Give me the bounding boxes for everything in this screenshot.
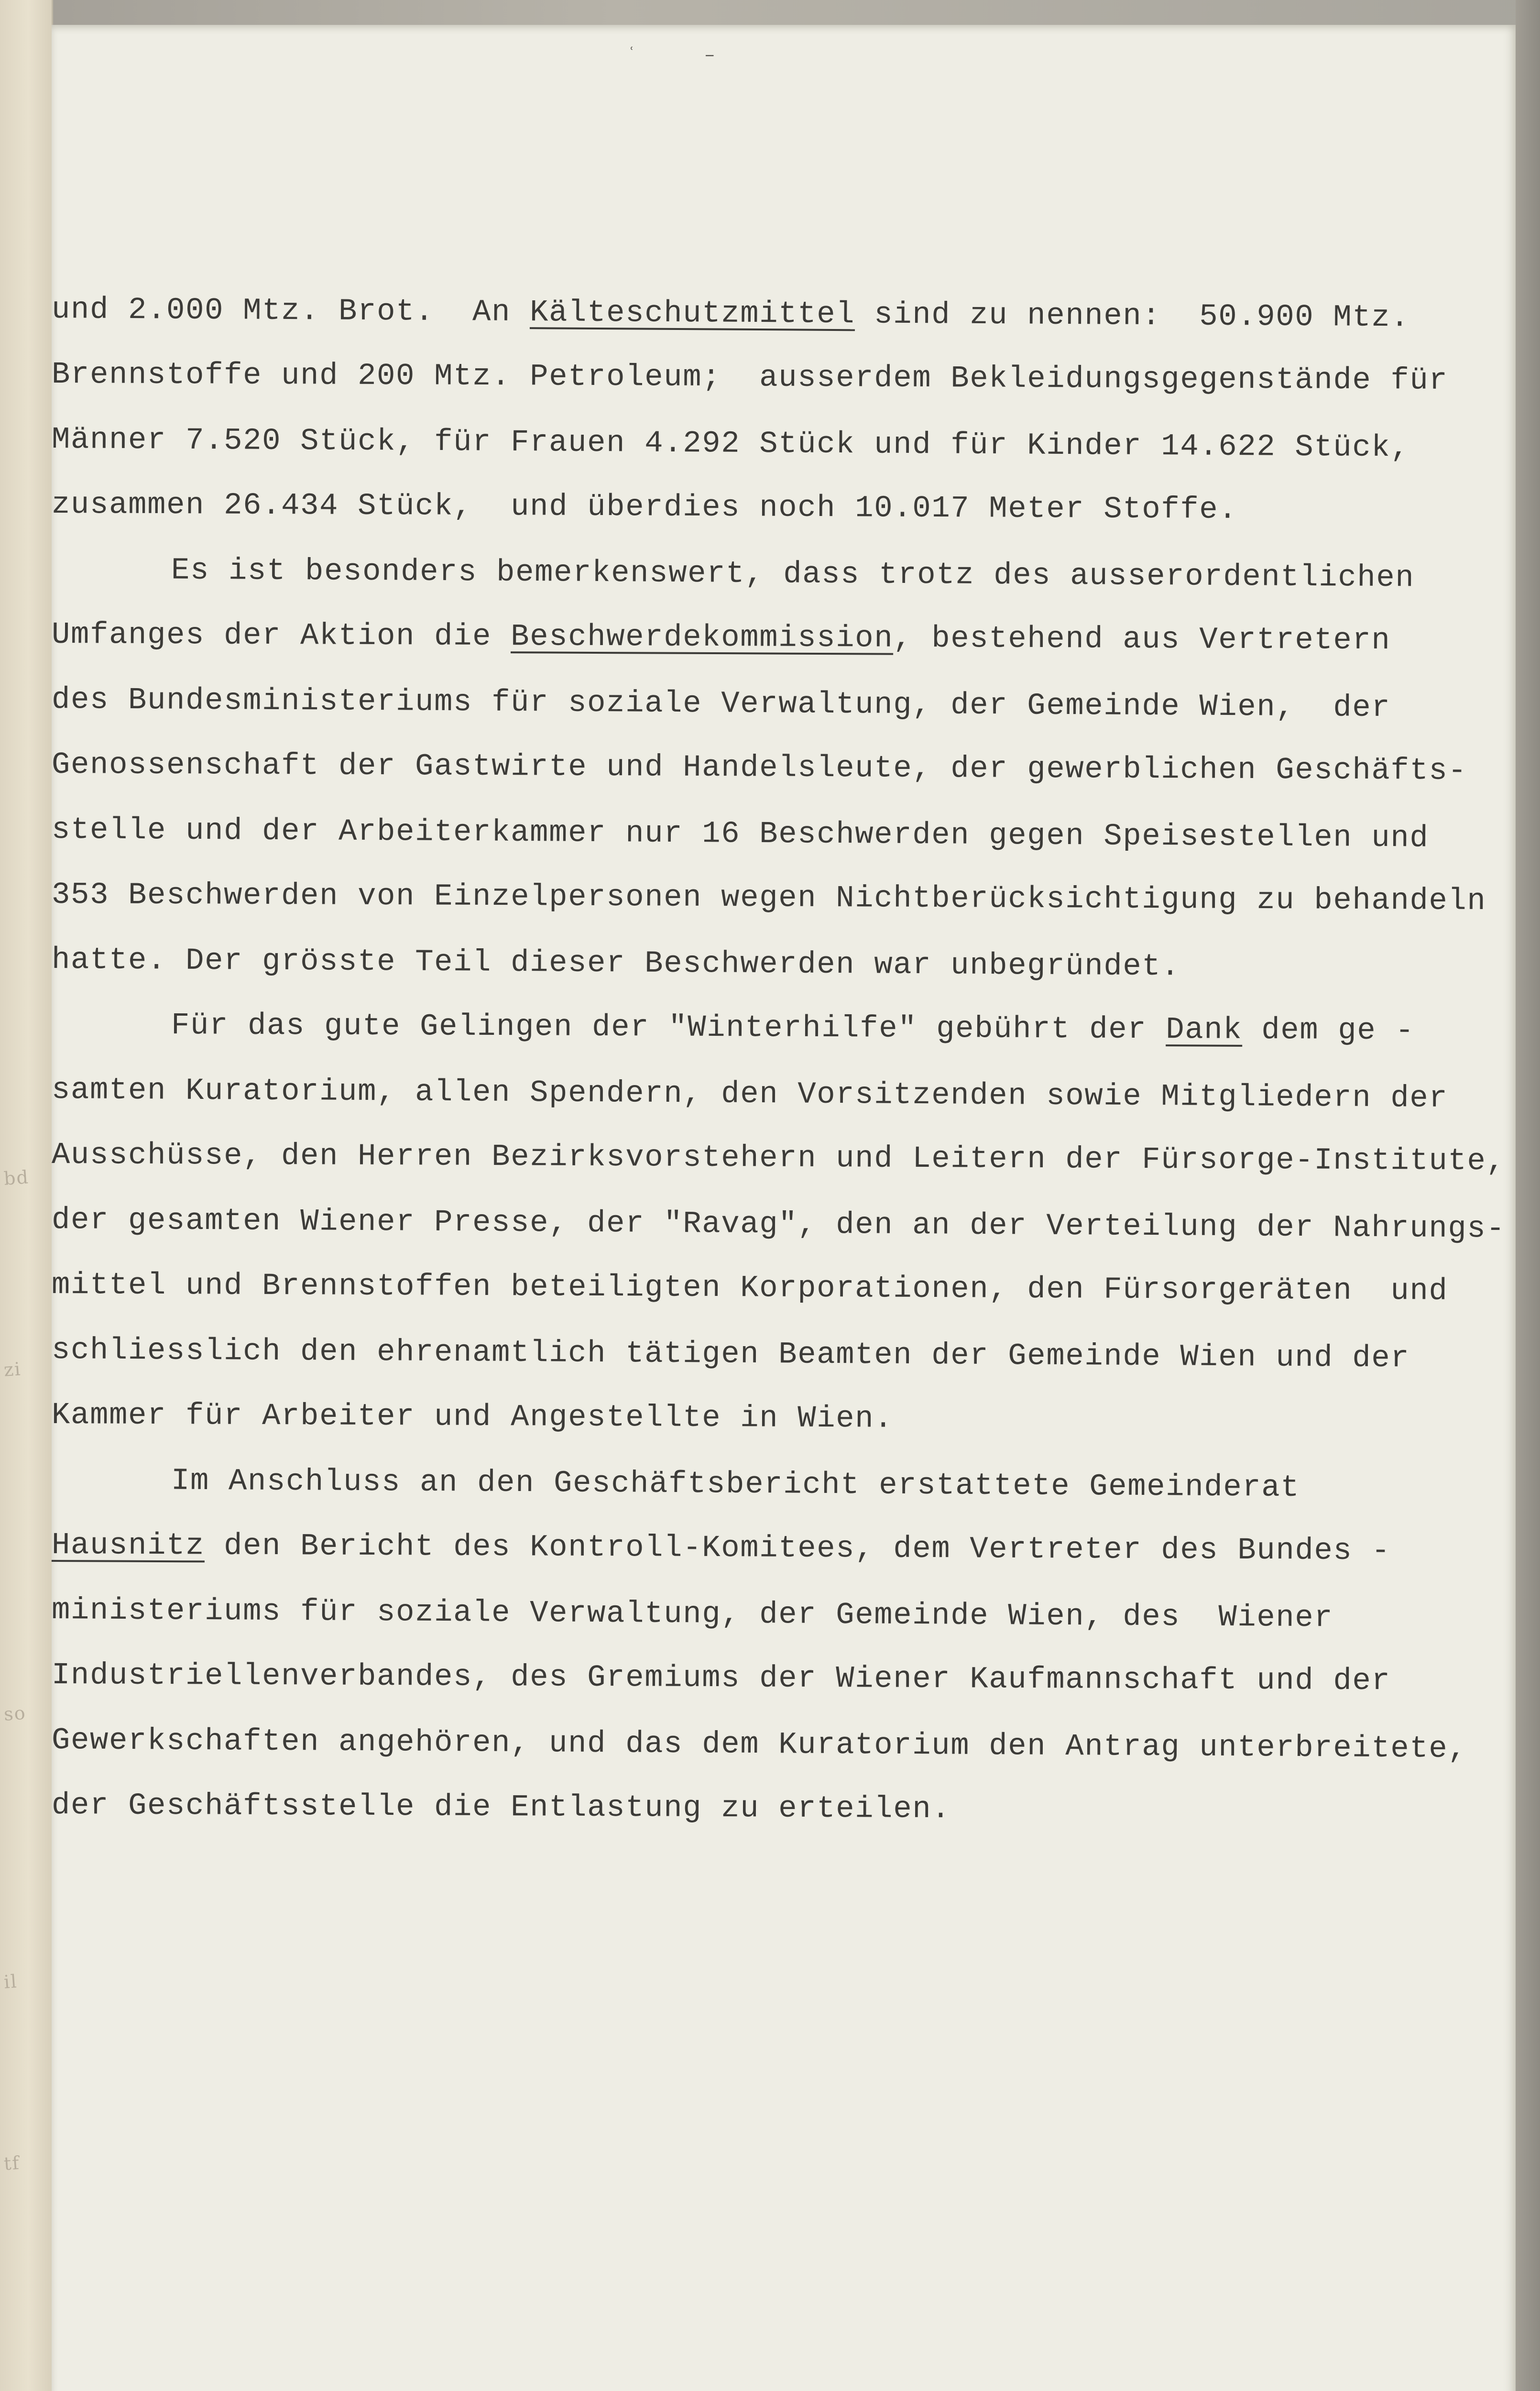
- text-segment: Für das gute Gelingen der "Winterhilfe" gebührt der: [171, 1009, 1166, 1048]
- text-segment: zusammen 26.434 Stück, und überdies noch 10.017 Meter Stoffe.: [51, 488, 1238, 527]
- text-line: [52, 733, 1506, 804]
- right-scan-edge: [1516, 0, 1540, 2391]
- text-line: [52, 993, 1506, 1064]
- text-segment: 353 Beschwerden von Einzelpersonen wegen Nichtberücksichtigung zu behandeln: [51, 878, 1486, 919]
- text-line: [52, 1123, 1506, 1194]
- text-segment: Es ist besonders bemerkenswert, dass trotz des ausserordentlichen: [171, 553, 1415, 596]
- text-segment: samten Kuratorium, allen Spendern, den Vorsitzenden sowie Mitgliedern der: [51, 1073, 1448, 1116]
- underlined-term: Beschwerdekommission: [510, 620, 894, 656]
- text-segment: Männer 7.520 Stück, für Frauen 4.292 Stück und für Kinder 14.622 Stück,: [51, 423, 1410, 466]
- text-line: [52, 277, 1506, 351]
- text-segment: Genossenschaft der Gastwirte und Handelsleute, der gewerblichen Geschäfts-: [51, 748, 1467, 789]
- text-line: [52, 537, 1506, 612]
- text-segment: Ausschüsse, den Herren Bezirksvorstehern und Leitern der Fürsorge-Institute,: [51, 1138, 1506, 1179]
- text-line: [52, 928, 1506, 1002]
- text-line: [52, 1578, 1506, 1652]
- text-line: [52, 668, 1506, 742]
- text-line: [52, 1383, 1506, 1454]
- text-line: [52, 342, 1506, 414]
- text-segment: des Bundesministeriums für soziale Verwaltung, der Gemeinde Wien, der: [51, 683, 1391, 726]
- margin-fragment: bd: [3, 1166, 30, 1189]
- top-mark: –: [704, 45, 782, 66]
- text-segment: schliesslich den ehrenamtlich tätigen Beamten der Gemeinde Wien und der: [51, 1333, 1410, 1376]
- text-segment: Im Anschluss an den Geschäftsbericht erstattete Gemeinderat: [171, 1464, 1300, 1505]
- text-line: [52, 1318, 1506, 1392]
- underlined-term: Hausnitz: [51, 1528, 205, 1564]
- text-segment: der gesamten Wiener Presse, der "Ravag", den an der Verteilung der Nahrungs-: [51, 1203, 1506, 1247]
- top-marks: [626, 45, 782, 66]
- underlined-term: Dank: [1166, 1013, 1243, 1048]
- text-segment: Umfanges der Aktion die: [51, 618, 511, 655]
- top-mark: ʿ: [626, 45, 704, 66]
- text-line: [52, 1253, 1506, 1324]
- text-line: [52, 798, 1506, 872]
- text-line: [52, 863, 1506, 934]
- text-segment: und 2.000 Mtz. Brot. An: [51, 293, 530, 330]
- text-line: [52, 1448, 1506, 1522]
- text-segment: dem ge -: [1242, 1013, 1415, 1049]
- text-line: [52, 472, 1506, 544]
- text-line: [52, 1773, 1506, 1844]
- text-segment: Brennstoffe und 200 Mtz. Petroleum; ausserdem Bekleidungsgegenstände für: [51, 358, 1448, 398]
- text-segment: Gewerkschaften angehören, und das dem Kuratorium den Antrag unterbreitete,: [51, 1723, 1467, 1767]
- text-line: [52, 407, 1506, 482]
- text-segment: sind zu nennen: 50.900 Mtz.: [855, 297, 1410, 336]
- text-segment: der Geschäftsstelle die Entlastung zu erteilen.: [51, 1788, 951, 1827]
- margin-fragment: il: [3, 1971, 18, 1993]
- text-segment: hatte. Der grösste Teil dieser Beschwerden war unbegründet.: [51, 943, 1180, 985]
- margin-fragment: zi: [3, 1358, 22, 1381]
- margin-fragment: so: [3, 1702, 27, 1725]
- text-line: [52, 1513, 1506, 1584]
- text-segment: Kammer für Arbeiter und Angestellte in Wien.: [51, 1398, 894, 1437]
- text-segment: , bestehend aus Vertretern: [893, 621, 1391, 658]
- text-line: [52, 1708, 1506, 1782]
- underlined-term: Kälteschutzmittel: [529, 296, 855, 332]
- text-line: [52, 603, 1506, 674]
- document-body: [52, 277, 1505, 1838]
- text-line: [52, 1188, 1506, 1262]
- text-segment: stelle und der Arbeiterkammer nur 16 Beschwerden gegen Speisestellen und: [51, 813, 1429, 856]
- previous-page-strip: [0, 0, 53, 2391]
- margin-fragment: tf: [3, 2152, 21, 2174]
- text-segment: Industriellenverbandes, des Gremiums der Wiener Kaufmannschaft und der: [51, 1658, 1391, 1699]
- text-line: [52, 1058, 1506, 1132]
- text-segment: ministeriums für soziale Verwaltung, der Gemeinde Wien, des Wiener: [51, 1593, 1333, 1636]
- text-segment: mittel und Brennstoffen beteiligten Korporationen, den Fürsorgeräten und: [51, 1268, 1448, 1309]
- text-line: [52, 1643, 1506, 1714]
- text-segment: den Bericht des Kontroll-Komitees, dem Vertreter des Bundes -: [204, 1529, 1391, 1569]
